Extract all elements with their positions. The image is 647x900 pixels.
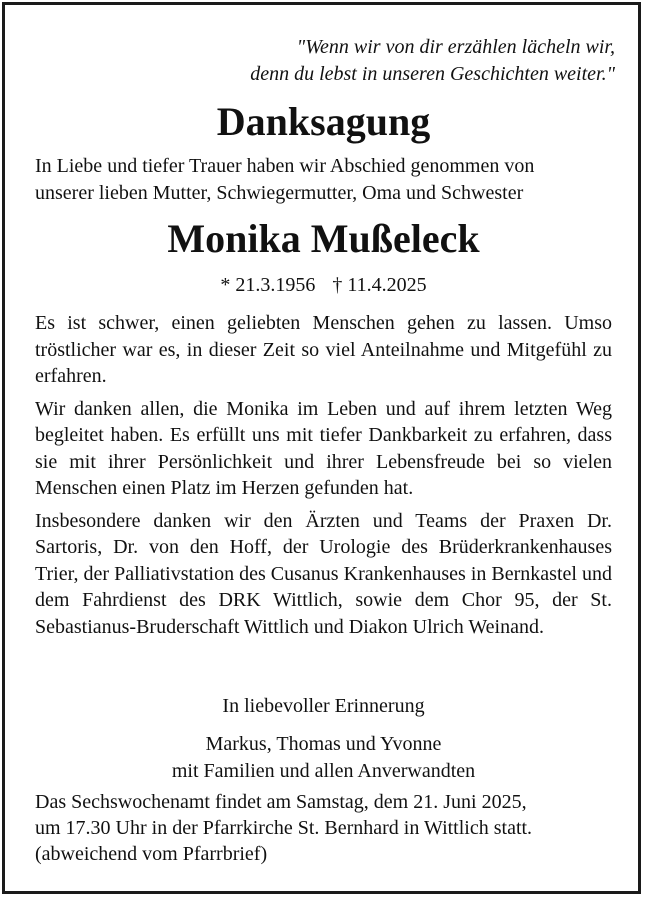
signatories xyxy=(0,731,647,785)
deceased-name: Monika Mußeleck xyxy=(167,216,480,261)
quote-line: denn du lebst in unseren Geschichten weiter." xyxy=(250,63,615,85)
service-line: Das Sechswochenamt findet am Samstag, dem 21. Juni 2025, xyxy=(35,791,527,813)
remembrance-line: In liebevoller Erinnerung xyxy=(222,695,425,717)
body-paragraph: Wir danken allen, die Monika im Leben und auf ihrem letzten Weg begleitet haben. Es erfüllt uns mit tiefer Dankbarkeit zu erfahren, dass sie mit ihrer Persönlichkeit und ihrer Lebensfreude bei so vielen Menschen einen Platz im Herzen gefunden hat. xyxy=(35,397,612,499)
quote-line: "Wenn wir von dir erzählen lächeln wir, xyxy=(296,36,615,58)
body-paragraph: Es ist schwer, einen geliebten Menschen gehen zu lassen. Umso tröstlicher war es, in dieser Zeit so viel Anteilnahme und Mitgefühl zu erfahren. xyxy=(35,312,612,387)
intro-text xyxy=(35,153,612,207)
body-paragraph: Insbesondere danken wir den Ärzten und Teams der Praxen Dr. Sartoris, Dr. von den Hoff, der Urologie des Brüderkrankenhauses Trier, der Palliativstation des Cusanus Krankenhauses in Bernkastel und dem Fahrdienst des DRK Wittlich, sowie dem Chor 95, der St. Sebastianus-Bruderschaft Wittlich und Diakon Ulrich Weinand. xyxy=(35,509,612,638)
service-line: (abweichend vom Pfarrbrief) xyxy=(35,843,268,865)
service-line: um 17.30 Uhr in der Pfarrkirche St. Bernhard in Wittlich statt. xyxy=(35,817,533,839)
signatory-line: mit Familien und allen Anverwandten xyxy=(171,760,476,782)
intro-line: unserer lieben Mutter, Schwiegermutter, Oma und Schwester xyxy=(35,182,524,204)
signatory-line: Markus, Thomas und Yvonne xyxy=(205,733,442,755)
service-announcement xyxy=(35,789,615,867)
notice-heading: Danksagung xyxy=(216,99,431,144)
life-dates xyxy=(0,272,647,299)
birth-date: * 21.3.1956 xyxy=(220,274,316,296)
intro-line: In Liebe und tiefer Trauer haben wir Abschied genommen von xyxy=(35,155,535,177)
death-date: † 11.4.2025 xyxy=(332,274,427,296)
epigraph-quote xyxy=(175,34,615,88)
thanks-body xyxy=(35,310,612,646)
